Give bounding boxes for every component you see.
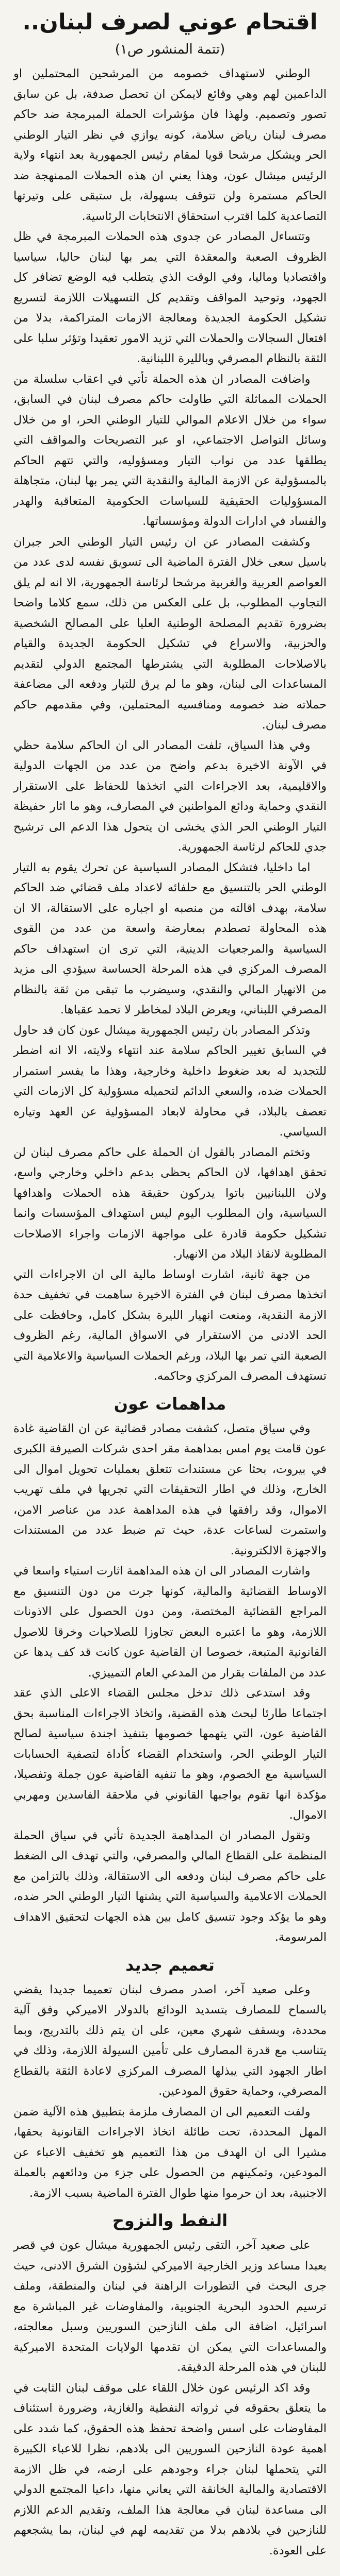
article-body — [13, 64, 327, 2561]
body-paragraph: وتقول المصادر ان المداهمة الجديدة تأتي في سياق الحملة المنظمة على القطاع المالي والمصرفي، والتي تهدف الى الضغط على حاكم مصرف لبنان ودفعه الى الاستقالة، وذلك بالتزامن مع الحملات الاعلامية والسياسية التي يشنها التيار الوطني الحر ضده، وهو ما يؤكد وجود تنسيق كامل بين هذه الجهات لتحقيق الاهداف المرسومة. — [13, 1828, 327, 1944]
subheading-new-circular: تعميم جديد — [125, 1955, 215, 1975]
body-paragraph: واشارت المصادر الى ان هذه المداهمة اثارت استياء واسعا في الاوساط القضائية والمالية، كونها جرت من دون التنسيق مع المراجع القضائية المختصة، ومن دون الحصول على الاذونات اللازمة، وهو ما اعتبره البعض تجاوزا للصلاحيات وخرقا للاصول القانونية المتبعة، خصوصا ان القاضية عون كانت قد كف يدها عن عدد من الملفات بقرار من المدعي العام التمييزي. — [13, 1564, 327, 1680]
body-paragraph: ولفت التعميم الى ان المصارف ملزمة بتطبيق هذه الآلية ضمن المهل المحددة، تحت طائلة اتخاذ الاجراءات القانونية بحقها، مشيرا الى ان الهدف من هذا التعميم هو تخفيف الاعباء عن المودعين، وتمكينهم من الحصول على جزء من ودائعهم بالعملة الاجنبية، بعد ان حرموا منها طوال الفترة الماضية بسبب الازمة. — [13, 2105, 327, 2200]
body-paragraph: الوطني لاستهداف خصومه من المرشحين المحتملين او الداعمين لهم وهي وقائع لايمكن ان تحصل صدفة، بل عن سابق تصور وتصميم. ولهذا فان مؤشرات الحملة المبرمجة ضد حاكم مصرف لبنان رياض سلامة، كونه يوازي في نظر التيار الوطني الحر ويشكل مرشحا قويا لمقام رئيس الجمهورية بعد انتهاء ولاية الرئيس ميشال عون، وهذا يعني ان هذه الحملات الممنهجة ضد الحاكم مستمرة ولن تتوقف بسهولة، بل ستبقى على وتيرتها التصاعدية كلما اقترب استحقاق الانتخابات الرئاسية. — [13, 67, 327, 223]
body-paragraph: وقد اكد الرئيس عون خلال اللقاء على موقف لبنان الثابت في ما يتعلق بحقوقه في ثرواته النفطية والغازية، وضرورة استئناف المفاوضات على اسس واضحة تحفظ هذه الحقوق، كما شدد على اهمية عودة النازحين السوريين الى بلادهم، نظرا للاعباء الكبيرة التي يتحملها لبنان جراء وجودهم على ارضه، في ظل الازمة الاقتصادية والمالية الخانقة التي يعاني منها، داعيا المجتمع الدولي الى مساعدة لبنان في معالجة هذا الملف، وتقديم الدعم اللازم للنازحين في بلادهم بدلا من تقديمه لهم في لبنان، بما يشجعهم على العودة. — [13, 2381, 327, 2557]
body-paragraph: وفي هذا السياق، تلفت المصادر الى ان الحاكم سلامة حظي في الآونة الاخيرة بدعم واضح من عدد من الجهات الدولية والاقليمية، بعد الاجراءات التي اتخذها للحفاظ على الاستقرار النقدي وحماية ودائع المواطنين في المصارف، وهو ما اثار حفيظة التيار الوطني الحر الذي يخشى ان يتحول هذا الدعم الى ترشيح جدي للحاكم لرئاسة الجمهورية. — [13, 738, 327, 854]
body-paragraph: وتتساءل المصادر عن جدوى هذه الحملات المبرمجة في ظل الظروف الصعبة والمعقدة التي يمر بها لبنان حاليا، سياسيا واقتصاديا وماليا، وفي الوقت الذي يتطلب فيه الوضع تضافر كل الجهود، وتوحيد المواقف وتقديم كل التسهيلات اللازمة لتسريع تشكيل الحكومة الجديدة ومعالجة الازمات المتراكمة، بدلا من افتعال السجالات والحملات التي تزيد الامور تعقيدا وتؤثر سلبا على الثقة بالنظام المصرفي وبالليرة اللبنانية. — [13, 230, 327, 365]
body-paragraph: على صعيد آخر، التقى رئيس الجمهورية ميشال عون في قصر بعبدا مساعد وزير الخارجية الاميركي لشؤون الشرق الادنى، حيث جرى البحث في التطورات الراهنة في لبنان والمنطقة، وملف ترسيم الحدود البحرية الجنوبية، والمفاوضات غير المباشرة مع اسرائيل، اضافة الى ملف النازحين السوريين وسبل معالجته، والمساعدات التي يمكن ان تقدمها الولايات المتحدة الاميركية للبنان في هذه المرحلة الدقيقة. — [13, 2239, 327, 2374]
subheading-raids: مداهمات عون — [114, 1394, 226, 1414]
body-paragraph: وتختم المصادر بالقول ان الحملة على حاكم مصرف لبنان لن تحقق اهدافها، لان الحاكم يحظى بدعم داخلي وخارجي واسع، ولان اللبنانيين باتوا يدركون حقيقة هذه الحملات واهدافها السياسية، وان المطلوب اليوم ليس استهداف المؤسسات وانما تشكيل حكومة قادرة على مواجهة الازمات واجراء الاصلاحات المطلوبة لانقاذ البلاد من الانهيار. — [13, 1145, 327, 1261]
body-paragraph: وقد استدعى ذلك تدخل مجلس القضاء الاعلى الذي عقد اجتماعا طارئا لبحث هذه القضية، واتخاذ الاجراءات المناسبة بحق القاضية عون، التي يتهمها خصومها بتنفيذ اجندة سياسية لصالح التيار الوطني الحر، واستخدام القضاء كأداة لتصفية الحسابات السياسية مع الخصوم، وهو ما تنفيه القاضية عون جملة وتفصيلا، مؤكدة انها تقوم بواجبها القانوني في ملاحقة الفاسدين ومهربي الاموال. — [13, 1686, 327, 1822]
body-paragraph: اما داخليا، فتشكل المصادر السياسية عن تحرك يقوم به التيار الوطني الحر بالتنسيق مع حلفائه لاعداد ملف قضائي ضد الحاكم سلامة، بهدف اقالته من منصبه او اجباره على الاستقالة، الا ان هذه المحاولة تصطدم بمعارضة واسعة من عدد من القوى السياسية والمرجعيات الدينية، التي ترى ان استهداف حاكم المصرف المركزي في هذه المرحلة الحساسة سيؤدي الى مزيد من الانهيار المالي والنقدي، وسيضرب ما تبقى من ثقة بالنظام المصرفي اللبناني، ويعرض البلاد لمخاطر لا تحمد عقباها. — [13, 860, 327, 1016]
body-paragraph: وفي سياق متصل، كشفت مصادر قضائية عن ان القاضية غادة عون قامت يوم امس بمداهمة مقر احدى شركات الصيرفة الكبرى في بيروت، بحثا عن مستندات تتعلق بعمليات تحويل اموال الى الخارج، وذلك في اطار التحقيقات التي تجريها في ملف تهريب الاموال، وقد رافقها في هذه المداهمة عدد من عناصر الامن، واستمرت لساعات عدة، حيث تم ضبط عدد من المستندات والاجهزة الالكترونية. — [13, 1421, 327, 1557]
body-paragraph: واضافت المصادر ان هذه الحملة تأتي في اعقاب سلسلة من الحملات المماثلة التي طاولت حاكم مصرف لبنان في السابق، سواء من خلال الاعلام الموالي للتيار الوطني الحر، او من خلال وسائل التواصل الاجتماعي، او عبر التصريحات والمواقف التي يطلقها عدد من نواب التيار ومسؤوليه، والتي تتهم الحاكم بالمسؤولية عن الازمة المالية والنقدية التي يمر بها لبنان، متجاهلة المسؤوليات الحقيقية للسياسات الحكومية المتعاقبة والهدر والفساد في ادارات الدولة ومؤسساتها. — [13, 372, 327, 528]
headline: اقتحام عوني لصرف لبنان.. — [22, 9, 318, 35]
body-paragraph: وعلى صعيد آخر، اصدر مصرف لبنان تعميما جديدا يقضي بالسماح للمصارف بتسديد الودائع بالدولار الاميركي وفق آلية محددة، وبسقف شهري معين، على ان يتم ذلك بالتدريج، وبما يتناسب مع قدرة المصارف على تأمين السيولة اللازمة، وذلك في اطار الجهود التي يبذلها المصرف المركزي لاعادة الثقة بالقطاع المصرفي، وحماية حقوق المودعين. — [13, 1982, 327, 2098]
body-paragraph: وتذكر المصادر بان رئيس الجمهورية ميشال عون كان قد حاول في السابق تغيير الحاكم سلامة عند انتهاء ولايته، الا انه اضطر للتجديد له بعد ضغوط داخلية وخارجية، وهذا ما يفسر استمرار الحملات ضده، والسعي الدائم لتحميله مسؤولية كل الازمات التي تعصف بالبلاد، في محاولة لابعاد المسؤولية عن العهد وتياره السياسي. — [13, 1023, 327, 1139]
body-paragraph: من جهة ثانية، اشارت اوساط مالية الى ان الاجراءات التي اتخذها مصرف لبنان في الفترة الاخيرة ساهمت في تخفيف حدة الازمة النقدية، ومنعت انهيار الليرة بشكل كامل، وحافظت على الحد الادنى من الاستقرار في الاسواق المالية، رغم الظروف الصعبة التي تمر بها البلاد، ورغم الحملات السياسية والاعلامية التي تستهدف المصرف المركزي وحاكمه. — [13, 1267, 327, 1383]
body-paragraph: وكشفت المصادر عن ان رئيس التيار الوطني الحر جبران باسيل سعى خلال الفترة الماضية الى تسويق نفسه لدى عدد من العواصم العربية والغربية مرشحا لرئاسة الجمهورية، الا انه لم يلق التجاوب المطلوب، بل على العكس من ذلك، سمع كلاما واضحا بضرورة تقديم المصلحة الوطنية العليا على المصالح الشخصية والحزبية، والاسراع في تشكيل الحكومة الجديدة والقيام بالاصلاحات المطلوبة التي يشترطها المجتمع الدولي لتقديم المساعدات الى لبنان، وهو ما لم يرق للتيار ودفعه الى مضاعفة حملاته ضد خصومه ومنافسيه المحتملين، وفي مقدمهم حاكم مصرف لبنان. — [13, 535, 327, 732]
continuation-note: (تتمة المنشور ص١) — [115, 42, 225, 57]
subheading-oil-displacement: النفط والنزوح — [112, 2211, 228, 2230]
